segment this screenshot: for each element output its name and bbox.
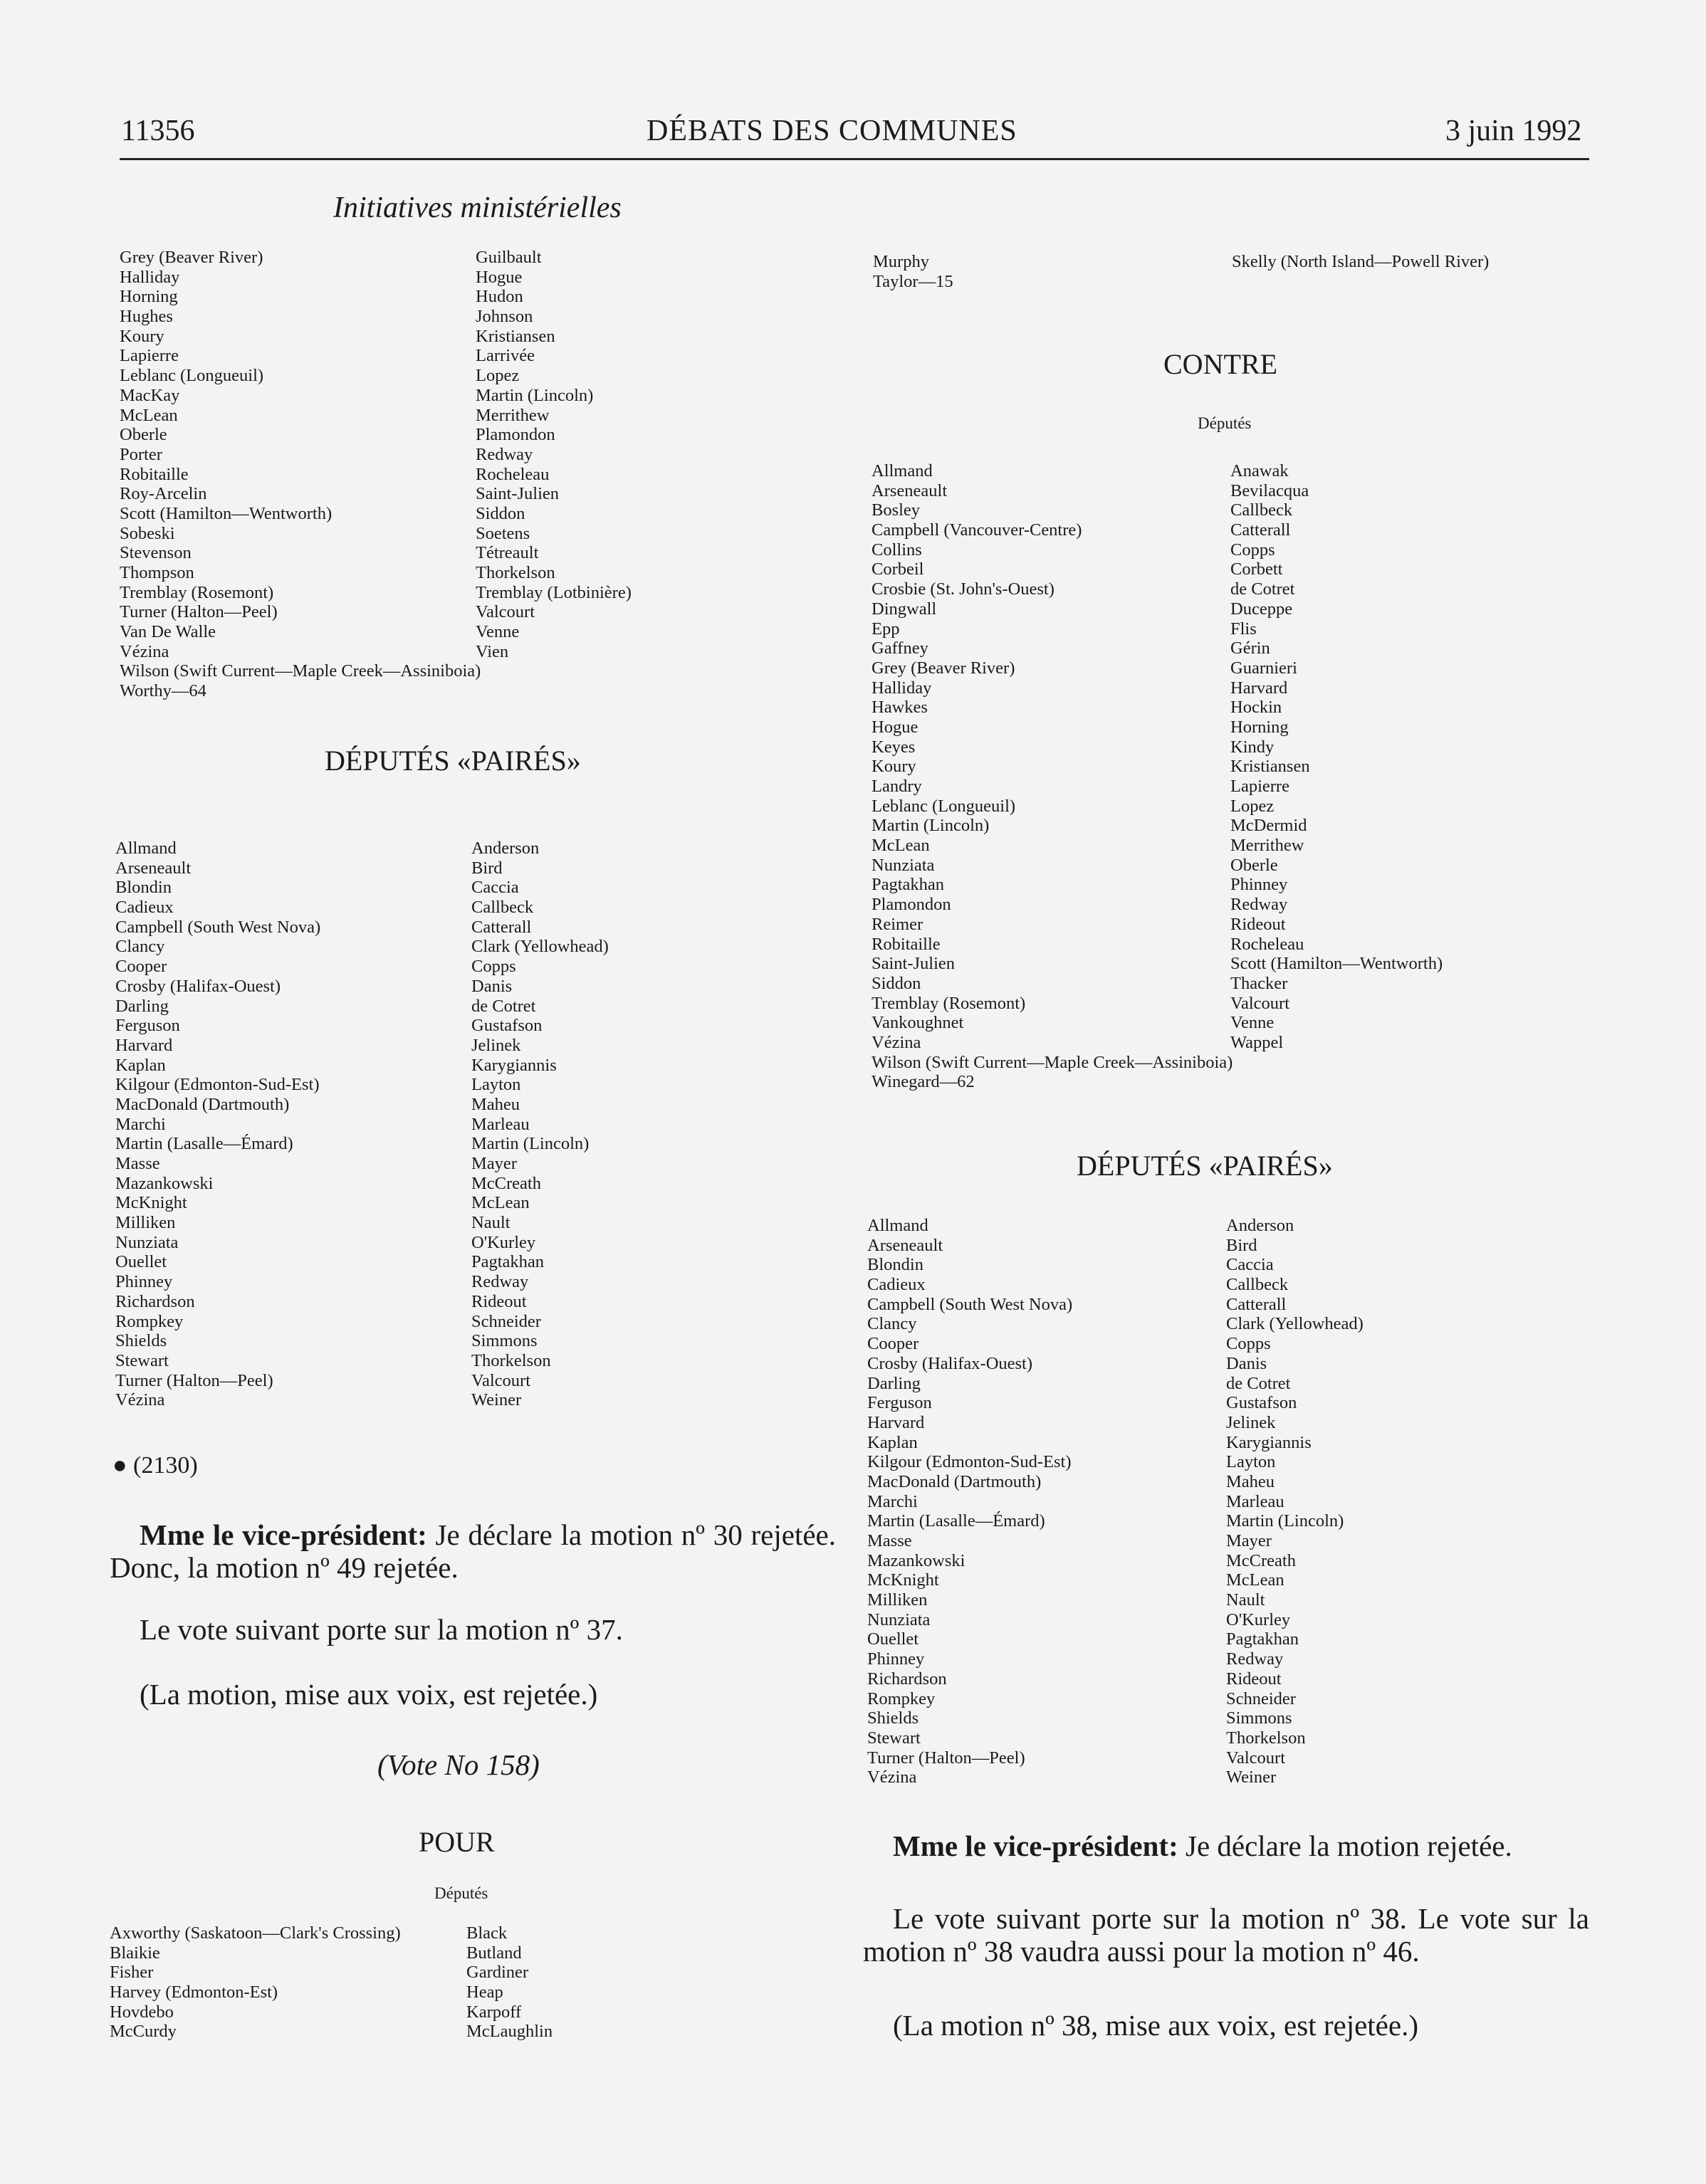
name-entry: Marleau	[1226, 1491, 1284, 1511]
contre-deputes-label: Députés	[1198, 414, 1252, 432]
name-entry: Cooper	[867, 1334, 919, 1354]
name-entry: McKnight	[867, 1570, 939, 1590]
page-date: 3 juin 1992	[1445, 115, 1582, 147]
name-entry: Oberle	[120, 425, 167, 445]
name-entry: Masse	[115, 1154, 160, 1173]
name-entry: Copps	[1230, 540, 1275, 560]
name-entry: Allmand	[867, 1216, 928, 1235]
name-entry: Tremblay (Lotbinière)	[476, 582, 632, 602]
name-entry: Axworthy (Saskatoon—Clark's Crossing)	[110, 1923, 401, 1943]
name-entry: Valcourt	[471, 1370, 530, 1390]
name-entry: Anderson	[1226, 1216, 1294, 1235]
name-entry: Soetens	[476, 523, 530, 543]
name-entry: Tétreault	[476, 543, 539, 563]
name-entry: Hogue	[872, 717, 919, 737]
name-entry: Schneider	[471, 1311, 541, 1331]
name-entry: Koury	[120, 326, 164, 346]
name-entry: Harvard	[1230, 678, 1288, 698]
name-entry: Bosley	[872, 500, 921, 520]
name-entry: Vézina	[115, 1390, 165, 1410]
name-entry: Nault	[471, 1213, 511, 1233]
name-entry: Kaplan	[115, 1055, 166, 1075]
name-entry: Guarnieri	[1230, 658, 1297, 678]
name-entry: Pagtakhan	[872, 875, 945, 895]
name-entry: Wilson (Swift Current—Maple Creek—Assiniboia)	[120, 661, 481, 681]
name-entry: Halliday	[120, 267, 180, 287]
name-entry: Ferguson	[115, 1016, 180, 1036]
name-entry: Taylor—15	[873, 271, 953, 291]
name-entry: Nunziata	[867, 1610, 931, 1629]
name-entry: Maheu	[1226, 1471, 1275, 1491]
name-entry: Martin (Lasalle—Émard)	[867, 1511, 1045, 1531]
name-entry: de Cotret	[471, 996, 536, 1016]
name-entry: Arseneault	[115, 858, 192, 878]
name-entry: Gustafson	[1226, 1393, 1297, 1413]
name-entry: Stevenson	[120, 543, 192, 563]
name-entry: Duceppe	[1230, 599, 1293, 619]
contre-title: CONTRE	[1163, 348, 1277, 380]
name-entry: Halliday	[872, 678, 932, 698]
name-entry: Phinney	[867, 1649, 925, 1669]
name-entry: Thorkelson	[471, 1350, 551, 1370]
name-entry: Turner (Halton—Peel)	[115, 1370, 273, 1390]
name-entry: Cadieux	[867, 1275, 926, 1295]
bullet-icon: ●	[112, 1452, 127, 1479]
name-entry: Simmons	[1226, 1708, 1292, 1728]
name-entry: Plamondon	[872, 895, 951, 915]
name-entry: Butland	[466, 1943, 522, 1963]
name-entry: Simmons	[471, 1331, 538, 1351]
name-entry: Vankoughnet	[872, 1013, 964, 1033]
name-entry: Karygiannis	[1226, 1432, 1312, 1452]
name-entry: McLean	[471, 1193, 530, 1213]
name-entry: Guilbault	[476, 248, 542, 267]
name-entry: Allmand	[872, 461, 933, 481]
name-entry: Crosby (Halifax-Ouest)	[115, 976, 281, 996]
name-entry: Pagtakhan	[1226, 1629, 1299, 1649]
name-entry: Roy-Arcelin	[120, 484, 207, 504]
name-entry: Flis	[1230, 619, 1257, 639]
vote-next-paragraph-right: Le vote suivant porte sur la motion nº 38. Le vote sur la motion nº 38 vaudra aussi pour la motion nº 46.	[863, 1902, 1589, 1968]
name-entry: Venne	[1230, 1013, 1275, 1033]
name-entry: Thorkelson	[476, 563, 555, 582]
name-entry: Nault	[1226, 1590, 1265, 1610]
name-entry: Wappel	[1230, 1032, 1284, 1052]
page-header-title: DÉBATS DES COMMUNES	[647, 115, 1017, 147]
name-entry: Turner (Halton—Peel)	[867, 1748, 1025, 1768]
name-entry: Keyes	[872, 737, 916, 757]
name-entry: Rompkey	[867, 1689, 936, 1708]
name-entry: Weiner	[1226, 1768, 1277, 1787]
name-entry: Layton	[1226, 1452, 1276, 1472]
name-entry: Maheu	[471, 1094, 520, 1114]
name-entry: Winegard—62	[872, 1072, 975, 1092]
name-entry: Epp	[872, 619, 900, 639]
pour-deputes-label: Députés	[434, 1884, 488, 1902]
name-entry: Weiner	[471, 1390, 522, 1410]
name-entry: McLean	[120, 405, 178, 425]
name-entry: Jelinek	[471, 1035, 521, 1055]
name-entry: Layton	[471, 1075, 521, 1095]
name-entry: Koury	[872, 757, 916, 777]
name-entry: Thacker	[1230, 973, 1288, 993]
name-entry: Horning	[120, 287, 178, 307]
name-entry: Anawak	[1230, 461, 1289, 481]
name-entry: Wilson (Swift Current—Maple Creek—Assiniboia)	[872, 1052, 1233, 1072]
name-entry: Masse	[867, 1531, 912, 1550]
name-entry: Richardson	[115, 1291, 195, 1311]
name-entry: Martin (Lasalle—Émard)	[115, 1134, 293, 1154]
name-entry: Shields	[867, 1708, 919, 1728]
name-entry: Martin (Lincoln)	[471, 1134, 590, 1154]
name-entry: Lapierre	[1230, 777, 1289, 796]
name-entry: Robitaille	[120, 464, 189, 484]
name-entry: Siddon	[476, 503, 525, 523]
name-entry: Shields	[115, 1331, 167, 1351]
name-entry: Campbell (Vancouver-Centre)	[872, 520, 1082, 540]
section-title: Initiatives ministérielles	[333, 191, 622, 224]
name-entry: Skelly (North Island—Powell River)	[1232, 252, 1490, 271]
name-entry: Schneider	[1226, 1689, 1296, 1708]
name-entry: Milliken	[115, 1213, 176, 1233]
name-entry: Gérin	[1230, 639, 1270, 658]
name-entry: Rideout	[471, 1291, 527, 1311]
time-marker-text: (2130)	[133, 1452, 198, 1479]
name-entry: Caccia	[1226, 1255, 1274, 1275]
name-entry: Vézina	[120, 641, 169, 661]
name-entry: Crosby (Halifax-Ouest)	[867, 1353, 1033, 1373]
name-entry: Venne	[476, 622, 520, 642]
paired-title-right: DÉPUTÉS «PAIRÉS»	[1077, 1150, 1333, 1182]
name-entry: Marchi	[867, 1491, 918, 1511]
name-entry: de Cotret	[1226, 1373, 1291, 1393]
name-entry: Catterall	[1226, 1294, 1287, 1314]
name-entry: Siddon	[872, 973, 921, 993]
time-marker	[112, 1452, 198, 1479]
pour-list-b	[466, 1923, 553, 2042]
page-number: 11356	[121, 115, 195, 147]
name-entry: Rideout	[1226, 1669, 1282, 1689]
name-entry: Danis	[1226, 1353, 1267, 1373]
name-entry: Mayer	[471, 1154, 517, 1173]
name-entry: Stewart	[115, 1350, 169, 1370]
name-entry: Gustafson	[471, 1016, 543, 1036]
name-entry: McLean	[1226, 1570, 1284, 1590]
name-entry: Blondin	[115, 878, 172, 898]
speaker-text-right: Je déclare la motion rejetée.	[1178, 1829, 1512, 1862]
name-entry: Jelinek	[1226, 1412, 1276, 1432]
name-entry: Robitaille	[872, 934, 941, 954]
name-entry: de Cotret	[1230, 579, 1295, 599]
name-entry: Corbeil	[872, 560, 924, 579]
name-entry: Landry	[872, 777, 922, 796]
name-entry: Pagtakhan	[471, 1252, 545, 1272]
name-entry: Ouellet	[867, 1629, 919, 1649]
name-entry: Larrivée	[476, 346, 535, 366]
name-entry: MacDonald (Dartmouth)	[115, 1094, 290, 1114]
name-entry: Mazankowski	[115, 1173, 214, 1193]
name-entry: Hockin	[1230, 698, 1282, 718]
name-entry: Clark (Yellowhead)	[471, 937, 609, 957]
name-entry: Lapierre	[120, 346, 179, 366]
name-entry: Corbett	[1230, 560, 1283, 579]
name-entry: Darling	[115, 996, 169, 1016]
name-entry: Arseneault	[872, 481, 948, 500]
paired-title-left: DÉPUTÉS «PAIRÉS»	[325, 745, 581, 777]
name-entry: Porter	[120, 444, 162, 464]
name-entry: Horning	[1230, 717, 1289, 737]
name-entry: Phinney	[115, 1272, 173, 1292]
name-entry: Thompson	[120, 563, 194, 582]
right-top-list-b	[1232, 252, 1489, 272]
name-entry: Collins	[872, 540, 922, 560]
right-top-list-a	[873, 252, 953, 291]
contre-list-a	[872, 461, 1233, 1092]
name-entry: Harvard	[115, 1035, 173, 1055]
name-entry: Vien	[476, 641, 509, 661]
speaker-name: Mme le vice-président:	[140, 1518, 427, 1551]
name-entry: Cooper	[115, 957, 167, 977]
motion-result-paragraph: (La motion, mise aux voix, est rejetée.)	[140, 1678, 598, 1711]
paired-list-right-a	[867, 1216, 1072, 1787]
header-rule	[120, 158, 1589, 160]
name-entry: Vézina	[867, 1768, 917, 1787]
name-entry: Redway	[1230, 895, 1288, 915]
name-entry: Rideout	[1230, 914, 1286, 934]
name-entry: Ouellet	[115, 1252, 167, 1272]
name-entry: Hovdebo	[110, 2002, 174, 2022]
name-entry: Phinney	[1230, 875, 1288, 895]
name-entry: McCreath	[471, 1173, 541, 1193]
motion-result-paragraph-right: (La motion nº 38, mise aux voix, est rejetée.)	[893, 2009, 1418, 2042]
name-entry: Grey (Beaver River)	[120, 248, 263, 267]
name-entry: Clancy	[867, 1314, 917, 1334]
name-entry: Heap	[466, 1983, 503, 2002]
name-entry: Hogue	[476, 267, 523, 287]
name-entry: Mayer	[1226, 1531, 1272, 1550]
name-entry: Copps	[1226, 1334, 1271, 1354]
name-entry: Cadieux	[115, 898, 174, 918]
name-entry: Martin (Lincoln)	[1226, 1511, 1344, 1531]
name-entry: Callbeck	[471, 898, 534, 918]
name-entry: Milliken	[867, 1590, 928, 1610]
name-entry: Redway	[471, 1272, 529, 1292]
name-entry: Arseneault	[867, 1235, 943, 1255]
name-entry: Blondin	[867, 1255, 923, 1275]
name-entry: Thorkelson	[1226, 1728, 1306, 1748]
name-entry: Catterall	[471, 917, 532, 937]
name-entry: Danis	[471, 976, 513, 996]
name-entry: Bird	[471, 858, 503, 878]
name-entry: Stewart	[867, 1728, 921, 1748]
name-entry: Lopez	[1230, 796, 1275, 816]
name-entry: Vézina	[872, 1032, 921, 1052]
name-list-block1-b	[476, 248, 632, 661]
name-entry: Kilgour (Edmonton-Sud-Est)	[867, 1452, 1072, 1472]
name-entry: Martin (Lincoln)	[476, 385, 594, 405]
vote-next-paragraph: Le vote suivant porte sur la motion nº 37.	[140, 1613, 623, 1646]
name-entry: Gaffney	[872, 639, 928, 658]
name-entry: McLean	[872, 836, 930, 856]
name-entry: Kilgour (Edmonton-Sud-Est)	[115, 1075, 320, 1095]
name-entry: Worthy—64	[120, 681, 206, 701]
name-entry: Merrithew	[476, 405, 550, 425]
name-entry: Oberle	[1230, 855, 1278, 875]
name-entry: Martin (Lincoln)	[872, 816, 990, 836]
speaker-paragraph-left	[110, 1518, 836, 1584]
name-entry: Dingwall	[872, 599, 937, 619]
name-entry: Allmand	[115, 839, 177, 858]
paired-list-left-b	[471, 839, 609, 1410]
speaker-paragraph-right	[893, 1829, 1512, 1862]
name-entry: Lopez	[476, 366, 520, 386]
name-entry: Kindy	[1230, 737, 1275, 757]
name-entry: Turner (Halton—Peel)	[120, 602, 278, 622]
name-entry: Rompkey	[115, 1311, 184, 1331]
name-entry: Tremblay (Rosemont)	[120, 582, 274, 602]
name-entry: Ferguson	[867, 1393, 932, 1413]
name-entry: MacKay	[120, 385, 180, 405]
name-entry: McKnight	[115, 1193, 187, 1213]
name-entry: Crosbie (St. John's-Ouest)	[872, 579, 1055, 599]
name-entry: Black	[466, 1923, 508, 1943]
name-entry: Sobeski	[120, 523, 175, 543]
name-entry: Caccia	[471, 878, 519, 898]
name-entry: Harvard	[867, 1412, 925, 1432]
name-entry: Clancy	[115, 937, 165, 957]
name-entry: Kaplan	[867, 1432, 918, 1452]
name-entry: Reimer	[872, 914, 923, 934]
contre-list-b	[1230, 461, 1443, 1053]
name-entry: Bird	[1226, 1235, 1257, 1255]
name-entry: McCurdy	[110, 2022, 177, 2042]
name-entry: Clark (Yellowhead)	[1226, 1314, 1364, 1334]
name-entry: Anderson	[471, 839, 540, 858]
name-entry: Rocheleau	[1230, 934, 1304, 954]
name-entry: Marleau	[471, 1114, 530, 1134]
name-entry: Catterall	[1230, 520, 1291, 540]
pour-title: POUR	[419, 1826, 495, 1858]
name-entry: Valcourt	[1226, 1748, 1285, 1768]
name-entry: O'Kurley	[471, 1232, 536, 1252]
name-entry: McDermid	[1230, 816, 1307, 836]
name-entry: Kristiansen	[476, 326, 555, 346]
name-entry: Hudon	[476, 287, 523, 307]
paired-list-left-a	[115, 839, 320, 1410]
name-entry: Grey (Beaver River)	[872, 658, 1015, 678]
name-entry: Scott (Hamilton—Wentworth)	[1230, 954, 1443, 974]
name-entry: Callbeck	[1230, 500, 1293, 520]
name-entry: Campbell (South West Nova)	[115, 917, 321, 937]
name-entry: Plamondon	[476, 425, 555, 445]
name-entry: Copps	[471, 957, 516, 977]
pour-list-a	[110, 1923, 401, 2042]
name-entry: Valcourt	[476, 602, 535, 622]
vote-number: (Vote No 158)	[377, 1748, 540, 1781]
name-entry: Johnson	[476, 307, 533, 327]
name-entry: Nunziata	[872, 855, 935, 875]
name-entry: O'Kurley	[1226, 1610, 1291, 1629]
name-entry: MacDonald (Dartmouth)	[867, 1471, 1042, 1491]
name-entry: Bevilacqua	[1230, 481, 1309, 500]
name-entry: Karygiannis	[471, 1055, 557, 1075]
name-entry: Darling	[867, 1373, 921, 1393]
name-entry: McCreath	[1226, 1550, 1296, 1570]
name-entry: Marchi	[115, 1114, 166, 1134]
name-entry: Scott (Hamilton—Wentworth)	[120, 503, 333, 523]
name-entry: Murphy	[873, 252, 929, 271]
name-entry: Gardiner	[466, 1963, 529, 1983]
name-entry: Hawkes	[872, 698, 928, 718]
name-entry: Valcourt	[1230, 993, 1289, 1013]
name-entry: Harvey (Edmonton-Est)	[110, 1983, 278, 2002]
name-entry: Kristiansen	[1230, 757, 1310, 777]
name-entry: Leblanc (Longueuil)	[872, 796, 1016, 816]
speaker-text: Je déclare la motion nº 30 rejetée. Donc, la motion nº 49 rejetée.	[110, 1518, 836, 1584]
paired-list-right-b	[1226, 1216, 1364, 1787]
name-entry: Blaikie	[110, 1943, 160, 1963]
name-entry: Rocheleau	[476, 464, 550, 484]
name-entry: Campbell (South West Nova)	[867, 1294, 1073, 1314]
name-entry: Saint-Julien	[476, 484, 560, 504]
name-entry: Saint-Julien	[872, 954, 956, 974]
name-entry: Fisher	[110, 1963, 154, 1983]
name-list-block1-a	[120, 248, 481, 701]
name-entry: Hughes	[120, 307, 173, 327]
name-entry: Karpoff	[466, 2002, 522, 2022]
name-entry: McLaughlin	[466, 2022, 553, 2042]
name-entry: Van De Walle	[120, 622, 216, 642]
name-entry: Nunziata	[115, 1232, 179, 1252]
name-entry: Redway	[476, 444, 533, 464]
name-entry: Callbeck	[1226, 1275, 1289, 1295]
name-entry: Richardson	[867, 1669, 947, 1689]
speaker-name-right: Mme le vice-président:	[893, 1829, 1178, 1862]
name-entry: Redway	[1226, 1649, 1284, 1669]
name-entry: Merrithew	[1230, 836, 1304, 856]
name-entry: Mazankowski	[867, 1550, 965, 1570]
name-entry: Leblanc (Longueuil)	[120, 366, 264, 386]
name-entry: Tremblay (Rosemont)	[872, 993, 1026, 1013]
